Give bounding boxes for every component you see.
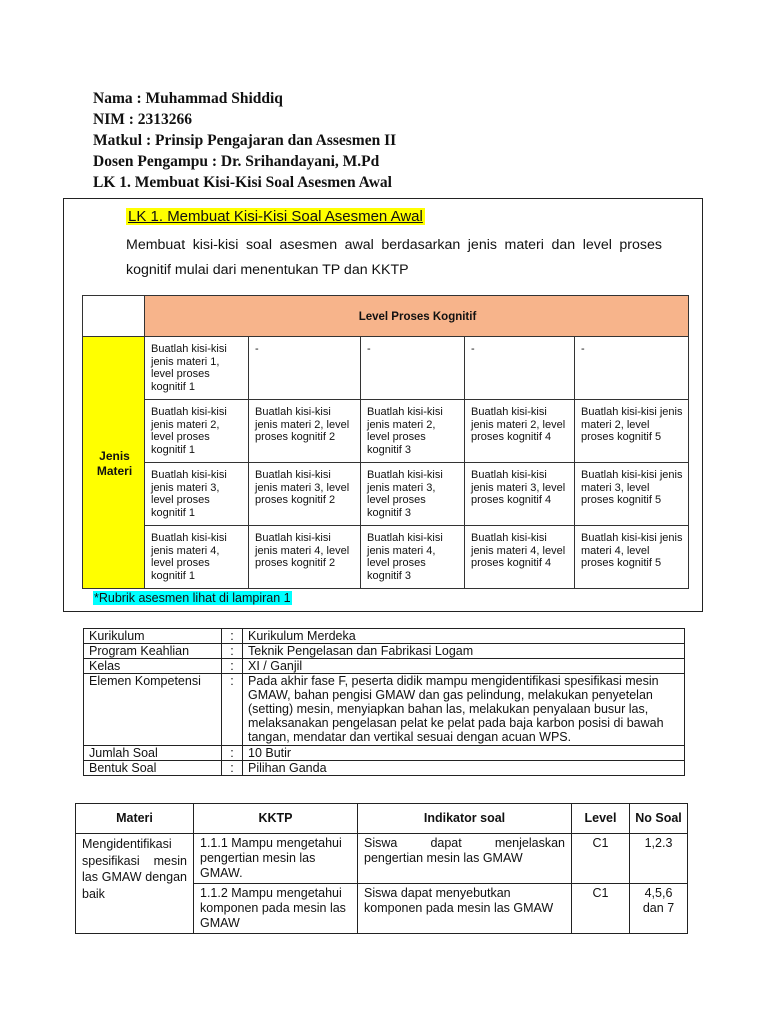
grid-cell: Buatlah kisi-kisi jenis materi 4, level proses kognitif 2 [249, 526, 361, 589]
grid-cell: Buatlah kisi-kisi jenis materi 2, level proses kognitif 1 [145, 400, 249, 463]
grid-cell: Buatlah kisi-kisi jenis materi 2, level proses kognitif 2 [249, 400, 361, 463]
no-soal-cell: 4,5,6 dan 7 [630, 884, 688, 934]
indikator-cell: Siswa dapat menyebutkan komponen pada mesin las GMAW [358, 884, 572, 934]
info-row [84, 746, 685, 761]
info-label: Bentuk Soal [84, 761, 222, 776]
info-value: 10 Butir [243, 746, 685, 761]
info-value: XI / Ganjil [243, 659, 685, 674]
grid-cell: - [575, 337, 689, 400]
info-row [84, 644, 685, 659]
info-row [84, 629, 685, 644]
indikator-cell: Siswa dapat menjelaskan pengertian mesin las GMAW [358, 834, 572, 884]
info-label: Program Keahlian [84, 644, 222, 659]
info-value: Pada akhir fase F, peserta didik mampu mengidentifikasi spesifikasi mesin GMAW, bahan pengisi GMAW dan gas pelindung, melakukan penyetelan (setting) mesin, menyiapkan bahan las, melakukan penyalaan busur las, melaksanakan pengelasan pelat ke pelat pada baja karbon posisi di bawah tangan, mendatar dan vertikal sesuai dengan acuan WPS. [243, 674, 685, 746]
info-row [84, 761, 685, 776]
grid-cell: Buatlah kisi-kisi jenis materi 3, level proses kognitif 5 [575, 463, 689, 526]
info-label: Kurikulum [84, 629, 222, 644]
grid-cell: - [361, 337, 465, 400]
document-header [93, 88, 396, 193]
grid-cell: Buatlah kisi-kisi jenis materi 3, level proses kognitif 2 [249, 463, 361, 526]
grid-cell: - [465, 337, 575, 400]
info-value: Teknik Pengelasan dan Fabrikasi Logam [243, 644, 685, 659]
student-name: Nama : Muhammad Shiddiq [93, 90, 283, 107]
info-value: Pilihan Ganda [243, 761, 685, 776]
kktp-cell: 1.1.2 Mampu mengetahui komponen pada mesin las GMAW [194, 884, 358, 934]
header-indikator: Indikator soal [358, 804, 572, 834]
grid-cell: - [249, 337, 361, 400]
info-colon: : [222, 659, 243, 674]
info-colon: : [222, 674, 243, 746]
lk-box-description: Membuat kisi-kisi soal asesmen awal berdasarkan jenis materi dan level proses kognitif mulai dari menentukan TP dan KKTP [126, 237, 662, 278]
grid-cell: Buatlah kisi-kisi jenis materi 3, level proses kognitif 3 [361, 463, 465, 526]
info-row [84, 659, 685, 674]
info-colon: : [222, 629, 243, 644]
kisi-kisi-grid [82, 295, 689, 589]
lk-box [63, 198, 703, 612]
info-colon: : [222, 644, 243, 659]
grid-cell: Buatlah kisi-kisi jenis materi 1, level proses kognitif 1 [145, 337, 249, 400]
grid-cell: Buatlah kisi-kisi jenis materi 3, level proses kognitif 4 [465, 463, 575, 526]
materi-cell: Mengidentifikasi spesifikasi mesin las GMAW dengan baik [76, 834, 194, 934]
kktp-table [75, 803, 688, 934]
student-nim: NIM : 2313266 [93, 111, 193, 128]
table-row [76, 834, 688, 884]
header-no-soal: No Soal [630, 804, 688, 834]
jenis-materi-header: Jenis Materi [83, 337, 145, 589]
info-label: Jumlah Soal [84, 746, 222, 761]
info-row [84, 674, 685, 746]
rubrik-note: *Rubrik asesmen lihat di lampiran 1 [94, 591, 291, 605]
info-colon: : [222, 746, 243, 761]
grid-cell: Buatlah kisi-kisi jenis materi 4, level proses kognitif 4 [465, 526, 575, 589]
grid-cell: Buatlah kisi-kisi jenis materi 2, level proses kognitif 5 [575, 400, 689, 463]
no-soal-cell: 1,2.3 [630, 834, 688, 884]
info-value: Kurikulum Merdeka [243, 629, 685, 644]
header-kktp: KKTP [194, 804, 358, 834]
grid-cell: Buatlah kisi-kisi jenis materi 3, level proses kognitif 1 [145, 463, 249, 526]
header-level: Level [572, 804, 630, 834]
course-name: Matkul : Prinsip Pengajaran dan Assesmen II [93, 132, 397, 149]
lk-box-title: LK 1. Membuat Kisi-Kisi Soal Asesmen Awal [128, 208, 423, 225]
lecturer-name: Dosen Pengampu : Dr. Srihandayani, M.Pd [93, 153, 380, 170]
kktp-cell: 1.1.1 Mampu mengetahui pengertian mesin las GMAW. [194, 834, 358, 884]
info-label: Elemen Kompetensi [84, 674, 222, 746]
grid-cell: Buatlah kisi-kisi jenis materi 2, level proses kognitif 4 [465, 400, 575, 463]
level-cell: C1 [572, 884, 630, 934]
header-materi: Materi [76, 804, 194, 834]
info-label: Kelas [84, 659, 222, 674]
level-cell: C1 [572, 834, 630, 884]
assignment-title: LK 1. Membuat Kisi-Kisi Soal Asesmen Awal [93, 174, 392, 191]
grid-cell: Buatlah kisi-kisi jenis materi 4, level proses kognitif 1 [145, 526, 249, 589]
grid-cell: Buatlah kisi-kisi jenis materi 4, level proses kognitif 3 [361, 526, 465, 589]
grid-corner [83, 296, 145, 337]
grid-cell: Buatlah kisi-kisi jenis materi 4, level proses kognitif 5 [575, 526, 689, 589]
info-colon: : [222, 761, 243, 776]
grid-cell: Buatlah kisi-kisi jenis materi 2, level proses kognitif 3 [361, 400, 465, 463]
info-table [83, 628, 685, 776]
level-proses-header: Level Proses Kognitif [145, 296, 689, 337]
